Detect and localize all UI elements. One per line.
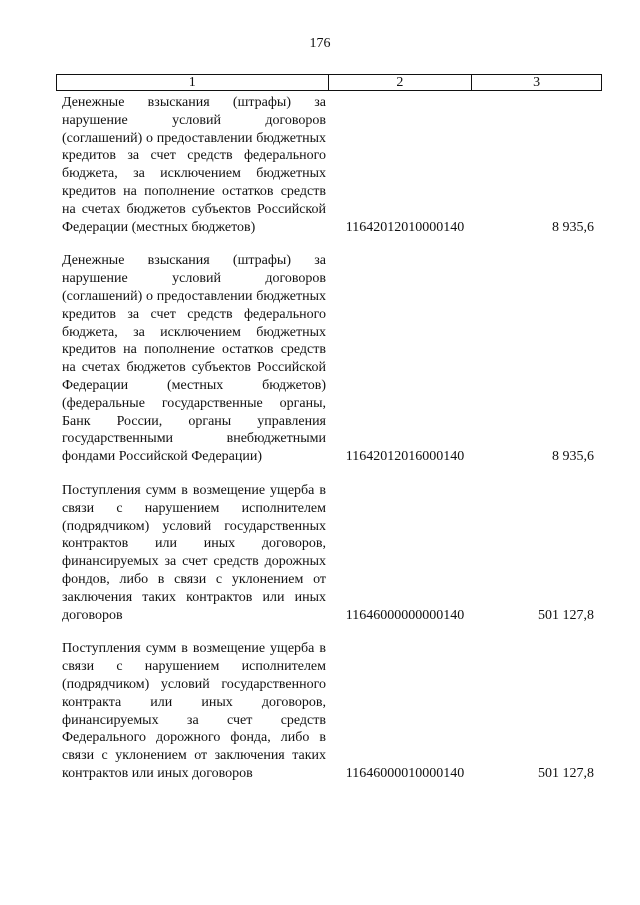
table-header-row [56, 74, 602, 91]
row-amount: 501 127,8 [538, 765, 594, 781]
row-code: 11646000010000140 [345, 765, 465, 781]
table-row [56, 640, 602, 782]
row-amount: 8 935,6 [552, 219, 594, 235]
table-row [56, 252, 602, 466]
row-description: Поступления сумм в возмещение ущерба в связи с нарушением исполнителем (подрядчиком) условий государственных контрактов или иных договоров, финансируемых за счет средств дорожных фондов, либо в связи с уклонением от заключения таких контрактов или иных договоров [62, 482, 326, 623]
column-header-2: 2 [329, 75, 473, 90]
row-description: Денежные взыскания (штрафы) за нарушение условий договоров (соглашений) о предоставлении бюджетных кредитов за счет средств федерального бюджета, за исключением бюджетных кредитов на пополнение остатков средств на счетах бюджетов субъектов Российской Федерации (местных бюджетов) [62, 95, 326, 235]
column-header-3: 3 [472, 75, 602, 90]
row-amount: 501 127,8 [538, 607, 594, 623]
column-header-1: 1 [57, 75, 329, 90]
row-code: 11642012010000140 [345, 219, 465, 235]
row-amount: 8 935,6 [552, 449, 594, 465]
row-code: 11642012016000140 [345, 449, 465, 465]
budget-table [56, 74, 602, 783]
row-description: Денежные взыскания (штрафы) за нарушение условий договоров (соглашений) о предоставлении бюджетных кредитов за счет средств федерального бюджета, за исключением бюджетных кредитов на пополнение остатков средств на счетах бюджетов субъектов Российской Федерации (местных бюджетов) (федеральные государственные органы, Банк России, органы управления государственными внебюджетными фондами Российской Федерации) [62, 253, 326, 465]
row-code: 11646000000000140 [345, 607, 465, 623]
page-number: 176 [309, 36, 331, 51]
table-row [56, 482, 602, 624]
table-row [56, 94, 602, 236]
row-description: Поступления сумм в возмещение ущерба в связи с нарушением исполнителем (подрядчиком) условий государственного контракта или иных договоров, финансируемых за счет средств Федерального дорожного фонда, либо в связи с уклонением от заключения таких контрактов или иных договоров [62, 641, 326, 781]
